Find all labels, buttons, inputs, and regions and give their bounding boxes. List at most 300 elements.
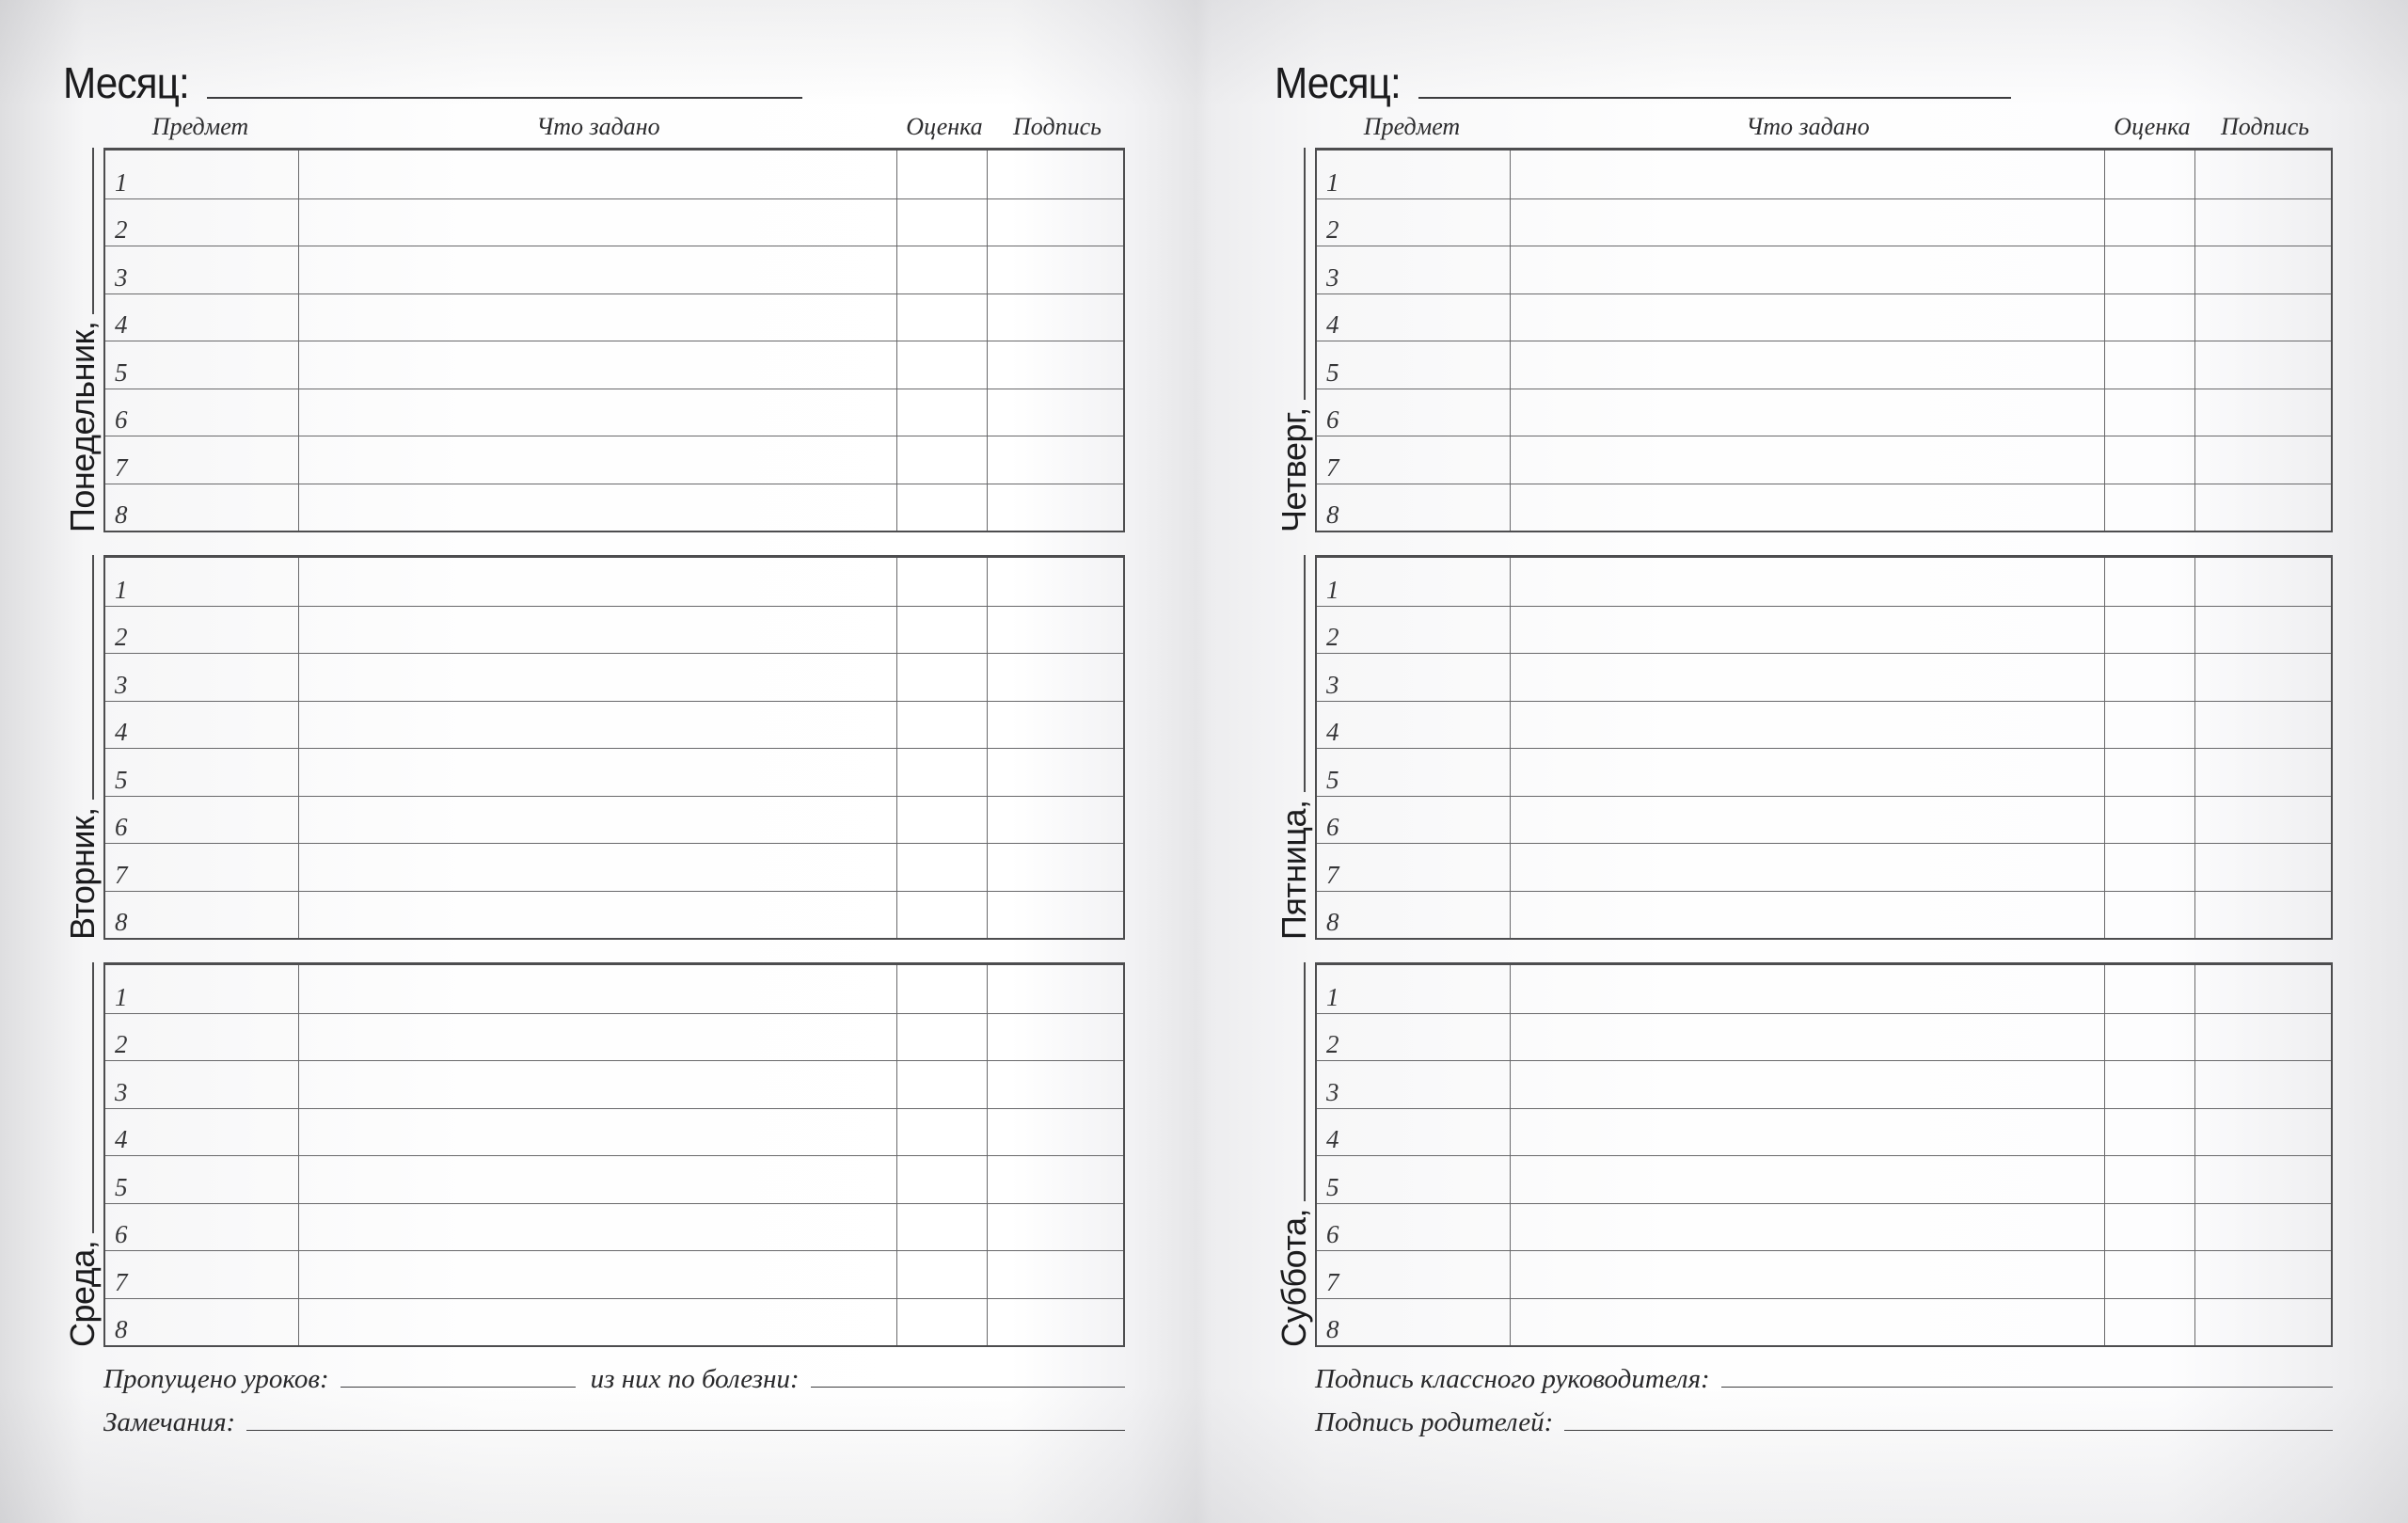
illness-blank-line <box>811 1387 1125 1388</box>
column-header-grade: Оценка <box>2114 113 2191 140</box>
cell-task <box>299 843 897 891</box>
cell-subject <box>1317 293 1511 341</box>
lesson-number: 3 <box>1326 262 1339 292</box>
cell-task <box>299 293 897 341</box>
parents-signature-row <box>1315 1407 2333 1441</box>
parents-signature-label: Подпись родителей: <box>1315 1407 1554 1437</box>
lessons-table <box>103 962 1125 1347</box>
lesson-number: 6 <box>1326 813 1339 841</box>
lesson-number: 3 <box>1326 670 1339 699</box>
day-name-label: Понедельник, <box>63 321 102 532</box>
column-header-signature: Подпись <box>2221 113 2309 140</box>
cell-task <box>1511 965 2105 1013</box>
lesson-number: 1 <box>115 575 128 604</box>
cell-grade <box>897 558 988 606</box>
cell-grade <box>2105 246 2195 293</box>
cell-signature <box>988 341 1123 389</box>
day-rotated-label <box>1266 555 1315 940</box>
lesson-number: 8 <box>1326 500 1339 529</box>
cell-task <box>299 558 897 606</box>
cell-signature <box>2195 1108 2331 1156</box>
cell-grade <box>897 701 988 749</box>
missed-lessons-label: Пропущено уроков: <box>103 1364 329 1394</box>
cell-task <box>1511 701 2105 749</box>
cell-signature <box>2195 151 2331 198</box>
day-rotated-label <box>55 962 103 1347</box>
cell-task <box>299 1013 897 1061</box>
cell-grade <box>2105 1013 2195 1061</box>
day-rotated-label <box>55 555 103 940</box>
cell-signature <box>2195 1298 2331 1346</box>
cell-signature <box>2195 1013 2331 1061</box>
cell-subject <box>105 796 299 844</box>
lesson-number: 2 <box>115 623 128 651</box>
cell-subject <box>105 436 299 484</box>
cell-subject <box>1317 748 1511 796</box>
cell-grade <box>2105 1203 2195 1251</box>
cell-grade <box>2105 1155 2195 1203</box>
cell-subject <box>1317 1060 1511 1108</box>
lesson-number: 5 <box>1326 765 1339 794</box>
cell-signature <box>988 151 1123 198</box>
cell-task <box>299 436 897 484</box>
cell-subject <box>105 653 299 701</box>
cell-grade <box>2105 389 2195 436</box>
cell-subject <box>105 1108 299 1156</box>
cell-task <box>299 1060 897 1108</box>
cell-subject <box>1317 558 1511 606</box>
remarks-row <box>103 1407 1125 1441</box>
cell-task <box>1511 1155 2105 1203</box>
cell-signature <box>988 748 1123 796</box>
cell-task <box>1511 558 2105 606</box>
cell-subject <box>105 891 299 939</box>
day-block-thursday <box>1266 148 2333 532</box>
day-label-rail <box>55 148 103 532</box>
cell-grade <box>2105 1250 2195 1298</box>
lesson-number: 7 <box>115 1267 128 1296</box>
cell-subject <box>105 965 299 1013</box>
lesson-number: 8 <box>115 500 128 529</box>
column-headers <box>1315 113 2333 141</box>
date-blank-line <box>92 962 94 1233</box>
cell-subject <box>1317 1155 1511 1203</box>
cell-signature <box>2195 653 2331 701</box>
lesson-number: 6 <box>1326 405 1339 434</box>
cell-signature <box>988 1108 1123 1156</box>
cell-subject <box>1317 965 1511 1013</box>
cell-subject <box>105 606 299 654</box>
lesson-number: 5 <box>115 1172 128 1201</box>
cell-task <box>299 246 897 293</box>
day-block-friday <box>1266 555 2333 940</box>
cell-grade <box>897 436 988 484</box>
cell-signature <box>2195 198 2331 246</box>
lesson-number: 3 <box>1326 1077 1339 1106</box>
cell-task <box>299 198 897 246</box>
cell-grade <box>2105 1298 2195 1346</box>
day-name-label: Суббота, <box>1275 1209 1313 1347</box>
cell-signature <box>988 843 1123 891</box>
cell-subject <box>1317 1108 1511 1156</box>
lesson-number: 6 <box>115 1220 128 1248</box>
cell-grade <box>897 843 988 891</box>
cell-signature <box>2195 389 2331 436</box>
cell-subject <box>105 484 299 531</box>
lessons-table <box>1315 962 2333 1347</box>
cell-grade <box>897 1060 988 1108</box>
cell-task <box>1511 891 2105 939</box>
cell-task <box>299 891 897 939</box>
cell-task <box>299 1155 897 1203</box>
lesson-number: 2 <box>1326 623 1339 651</box>
cell-grade <box>897 606 988 654</box>
cell-task <box>1511 151 2105 198</box>
cell-signature <box>988 1013 1123 1061</box>
cell-subject <box>1317 1013 1511 1061</box>
cell-signature <box>988 1155 1123 1203</box>
lesson-number: 1 <box>1326 575 1339 604</box>
lesson-number: 2 <box>1326 215 1339 244</box>
cell-grade <box>2105 701 2195 749</box>
cell-grade <box>2105 606 2195 654</box>
cell-signature <box>2195 1155 2331 1203</box>
cell-subject <box>105 1250 299 1298</box>
day-blocks <box>55 148 1125 1347</box>
lesson-number: 5 <box>1326 1172 1339 1201</box>
day-label-rail <box>1266 962 1315 1347</box>
cell-task <box>299 1298 897 1346</box>
lessons-table <box>103 148 1125 532</box>
month-blank-line <box>207 97 801 99</box>
cell-signature <box>988 653 1123 701</box>
cell-grade <box>2105 796 2195 844</box>
cell-subject <box>1317 843 1511 891</box>
lesson-number: 1 <box>1326 982 1339 1011</box>
cell-grade <box>897 1298 988 1346</box>
lesson-number: 2 <box>1326 1030 1339 1058</box>
cell-signature <box>2195 436 2331 484</box>
day-block-tuesday <box>55 555 1125 940</box>
cell-subject <box>1317 198 1511 246</box>
cell-grade <box>897 965 988 1013</box>
cell-grade <box>897 1203 988 1251</box>
cell-grade <box>897 484 988 531</box>
lesson-number: 5 <box>1326 357 1339 387</box>
month-row <box>1275 58 2333 107</box>
cell-signature <box>988 198 1123 246</box>
diary-page-right <box>1204 0 2408 1523</box>
cell-subject <box>105 151 299 198</box>
cell-task <box>299 748 897 796</box>
lesson-number: 4 <box>115 310 128 339</box>
cell-grade <box>897 293 988 341</box>
cell-grade <box>897 341 988 389</box>
lesson-number: 4 <box>1326 310 1339 339</box>
cell-signature <box>988 796 1123 844</box>
cell-signature <box>2195 891 2331 939</box>
cell-signature <box>2195 843 2331 891</box>
date-blank-line <box>92 148 94 314</box>
cell-signature <box>2195 1203 2331 1251</box>
cell-grade <box>897 1250 988 1298</box>
day-name-label: Четверг, <box>1275 407 1313 532</box>
month-label: Месяц: <box>1275 58 1401 107</box>
cell-task <box>299 484 897 531</box>
cell-grade <box>2105 891 2195 939</box>
lesson-number: 4 <box>115 1125 128 1153</box>
cell-subject <box>1317 484 1511 531</box>
cell-subject <box>105 246 299 293</box>
cell-task <box>1511 1298 2105 1346</box>
day-block-monday <box>55 148 1125 532</box>
cell-subject <box>1317 151 1511 198</box>
lesson-number: 2 <box>115 215 128 244</box>
lessons-table <box>103 555 1125 940</box>
parents-signature-blank-line <box>1564 1430 2333 1431</box>
cell-grade <box>897 1013 988 1061</box>
cell-grade <box>2105 653 2195 701</box>
cell-signature <box>988 436 1123 484</box>
cell-task <box>299 965 897 1013</box>
cell-signature <box>988 1250 1123 1298</box>
day-blocks <box>1266 148 2333 1347</box>
lesson-number: 3 <box>115 1077 128 1106</box>
cell-task <box>299 796 897 844</box>
day-block-saturday <box>1266 962 2333 1347</box>
cell-signature <box>2195 293 2331 341</box>
teacher-signature-label: Подпись классного руководителя: <box>1315 1364 1710 1394</box>
lesson-number: 7 <box>1326 860 1339 889</box>
day-name-label: Среда, <box>63 1240 102 1347</box>
column-header-signature: Подпись <box>1013 113 1101 140</box>
cell-subject <box>1317 891 1511 939</box>
date-blank-line <box>1304 148 1306 400</box>
cell-signature <box>988 965 1123 1013</box>
cell-signature <box>2195 1060 2331 1108</box>
lesson-number: 4 <box>1326 1125 1339 1153</box>
teacher-signature-row <box>1315 1364 2333 1398</box>
lesson-number: 7 <box>115 452 128 482</box>
cell-subject <box>1317 389 1511 436</box>
cell-grade <box>897 796 988 844</box>
cell-task <box>1511 246 2105 293</box>
cell-task <box>1511 341 2105 389</box>
cell-grade <box>897 1155 988 1203</box>
lesson-number: 4 <box>1326 718 1339 746</box>
cell-subject <box>1317 341 1511 389</box>
lesson-number: 1 <box>115 982 128 1011</box>
lessons-table <box>1315 148 2333 532</box>
cell-signature <box>988 246 1123 293</box>
cell-subject <box>1317 1250 1511 1298</box>
day-name-label: Пятница, <box>1275 800 1313 940</box>
day-label-rail <box>1266 148 1315 532</box>
cell-signature <box>988 389 1123 436</box>
missed-lessons-row <box>103 1364 1125 1398</box>
cell-task <box>1511 606 2105 654</box>
cell-grade <box>2105 1060 2195 1108</box>
cell-task <box>299 653 897 701</box>
cell-grade <box>897 389 988 436</box>
cell-signature <box>988 293 1123 341</box>
cell-grade <box>897 246 988 293</box>
lesson-number: 4 <box>115 718 128 746</box>
cell-grade <box>897 653 988 701</box>
cell-subject <box>105 748 299 796</box>
day-label-rail <box>55 962 103 1347</box>
cell-task <box>299 1108 897 1156</box>
month-label: Месяц: <box>63 58 189 107</box>
cell-task <box>1511 748 2105 796</box>
day-name-label: Вторник, <box>63 807 102 940</box>
cell-task <box>299 606 897 654</box>
lesson-number: 7 <box>1326 1267 1339 1296</box>
remarks-blank-line <box>246 1430 1125 1431</box>
illness-label: из них по болезни: <box>590 1364 800 1394</box>
cell-task <box>1511 484 2105 531</box>
cell-subject <box>105 341 299 389</box>
cell-subject <box>105 293 299 341</box>
cell-task <box>299 1203 897 1251</box>
cell-subject <box>105 1155 299 1203</box>
cell-signature <box>988 1298 1123 1346</box>
lesson-number: 5 <box>115 357 128 387</box>
cell-task <box>299 341 897 389</box>
cell-task <box>1511 796 2105 844</box>
cell-task <box>1511 436 2105 484</box>
cell-signature <box>988 606 1123 654</box>
cell-grade <box>897 1108 988 1156</box>
lesson-number: 7 <box>115 860 128 889</box>
cell-task <box>299 151 897 198</box>
lesson-number: 3 <box>115 670 128 699</box>
cell-task <box>299 389 897 436</box>
column-header-task: Что задано <box>1746 113 1870 140</box>
column-header-subject: Предмет <box>151 113 249 140</box>
date-blank-line <box>1304 962 1306 1201</box>
cell-grade <box>897 151 988 198</box>
right-page-footer <box>1315 1364 2333 1441</box>
cell-subject <box>105 198 299 246</box>
cell-subject <box>105 701 299 749</box>
lesson-number: 1 <box>1326 167 1339 197</box>
date-blank-line <box>1304 555 1306 793</box>
cell-task <box>1511 1108 2105 1156</box>
lesson-number: 3 <box>115 262 128 292</box>
lesson-number: 6 <box>1326 1220 1339 1248</box>
cell-task <box>1511 198 2105 246</box>
lesson-number: 7 <box>1326 452 1339 482</box>
cell-grade <box>2105 748 2195 796</box>
day-rotated-label <box>1266 962 1315 1347</box>
cell-task <box>1511 293 2105 341</box>
month-row <box>63 58 1125 107</box>
date-blank-line <box>92 555 94 800</box>
column-headers <box>103 113 1125 141</box>
cell-subject <box>105 843 299 891</box>
lesson-number: 6 <box>115 813 128 841</box>
cell-grade <box>897 748 988 796</box>
cell-signature <box>988 1203 1123 1251</box>
cell-signature <box>988 891 1123 939</box>
cell-grade <box>2105 198 2195 246</box>
cell-signature <box>2195 701 2331 749</box>
cell-task <box>1511 653 2105 701</box>
day-label-rail <box>55 555 103 940</box>
cell-signature <box>2195 1250 2331 1298</box>
cell-task <box>1511 1060 2105 1108</box>
cell-signature <box>988 1060 1123 1108</box>
cell-subject <box>1317 436 1511 484</box>
cell-subject <box>1317 606 1511 654</box>
cell-task <box>1511 843 2105 891</box>
cell-subject <box>105 558 299 606</box>
cell-signature <box>2195 484 2331 531</box>
cell-grade <box>2105 436 2195 484</box>
cell-subject <box>105 1298 299 1346</box>
day-label-rail <box>1266 555 1315 940</box>
cell-subject <box>1317 1203 1511 1251</box>
left-page-footer <box>103 1364 1125 1441</box>
cell-subject <box>105 1060 299 1108</box>
lesson-number: 8 <box>115 908 128 936</box>
day-rotated-label <box>1266 148 1315 532</box>
day-block-wednesday <box>55 962 1125 1347</box>
cell-task <box>299 1250 897 1298</box>
cell-grade <box>2105 965 2195 1013</box>
month-blank-line <box>1418 97 2011 99</box>
cell-subject <box>1317 653 1511 701</box>
cell-task <box>1511 389 2105 436</box>
cell-task <box>1511 1203 2105 1251</box>
cell-subject <box>1317 796 1511 844</box>
cell-signature <box>2195 965 2331 1013</box>
cell-grade <box>2105 341 2195 389</box>
cell-signature <box>2195 341 2331 389</box>
cell-grade <box>897 198 988 246</box>
cell-signature <box>2195 748 2331 796</box>
lesson-number: 1 <box>115 167 128 197</box>
cell-grade <box>2105 484 2195 531</box>
cell-subject <box>1317 701 1511 749</box>
cell-subject <box>1317 246 1511 293</box>
cell-signature <box>2195 606 2331 654</box>
cell-signature <box>988 558 1123 606</box>
cell-grade <box>2105 293 2195 341</box>
cell-signature <box>988 484 1123 531</box>
remarks-label: Замечания: <box>103 1407 236 1437</box>
teacher-signature-blank-line <box>1721 1387 2333 1388</box>
cell-subject <box>1317 1298 1511 1346</box>
column-header-subject: Предмет <box>1363 113 1461 140</box>
lesson-number: 5 <box>115 765 128 794</box>
lesson-number: 2 <box>115 1030 128 1058</box>
cell-signature <box>2195 246 2331 293</box>
lesson-number: 6 <box>115 405 128 434</box>
cell-subject <box>105 1203 299 1251</box>
cell-subject <box>105 389 299 436</box>
lesson-number: 8 <box>115 1315 128 1343</box>
column-header-grade: Оценка <box>906 113 983 140</box>
lessons-table <box>1315 555 2333 940</box>
cell-task <box>1511 1250 2105 1298</box>
cell-subject <box>105 1013 299 1061</box>
cell-grade <box>2105 558 2195 606</box>
day-rotated-label <box>55 148 103 532</box>
lesson-number: 8 <box>1326 1315 1339 1343</box>
cell-grade <box>2105 1108 2195 1156</box>
